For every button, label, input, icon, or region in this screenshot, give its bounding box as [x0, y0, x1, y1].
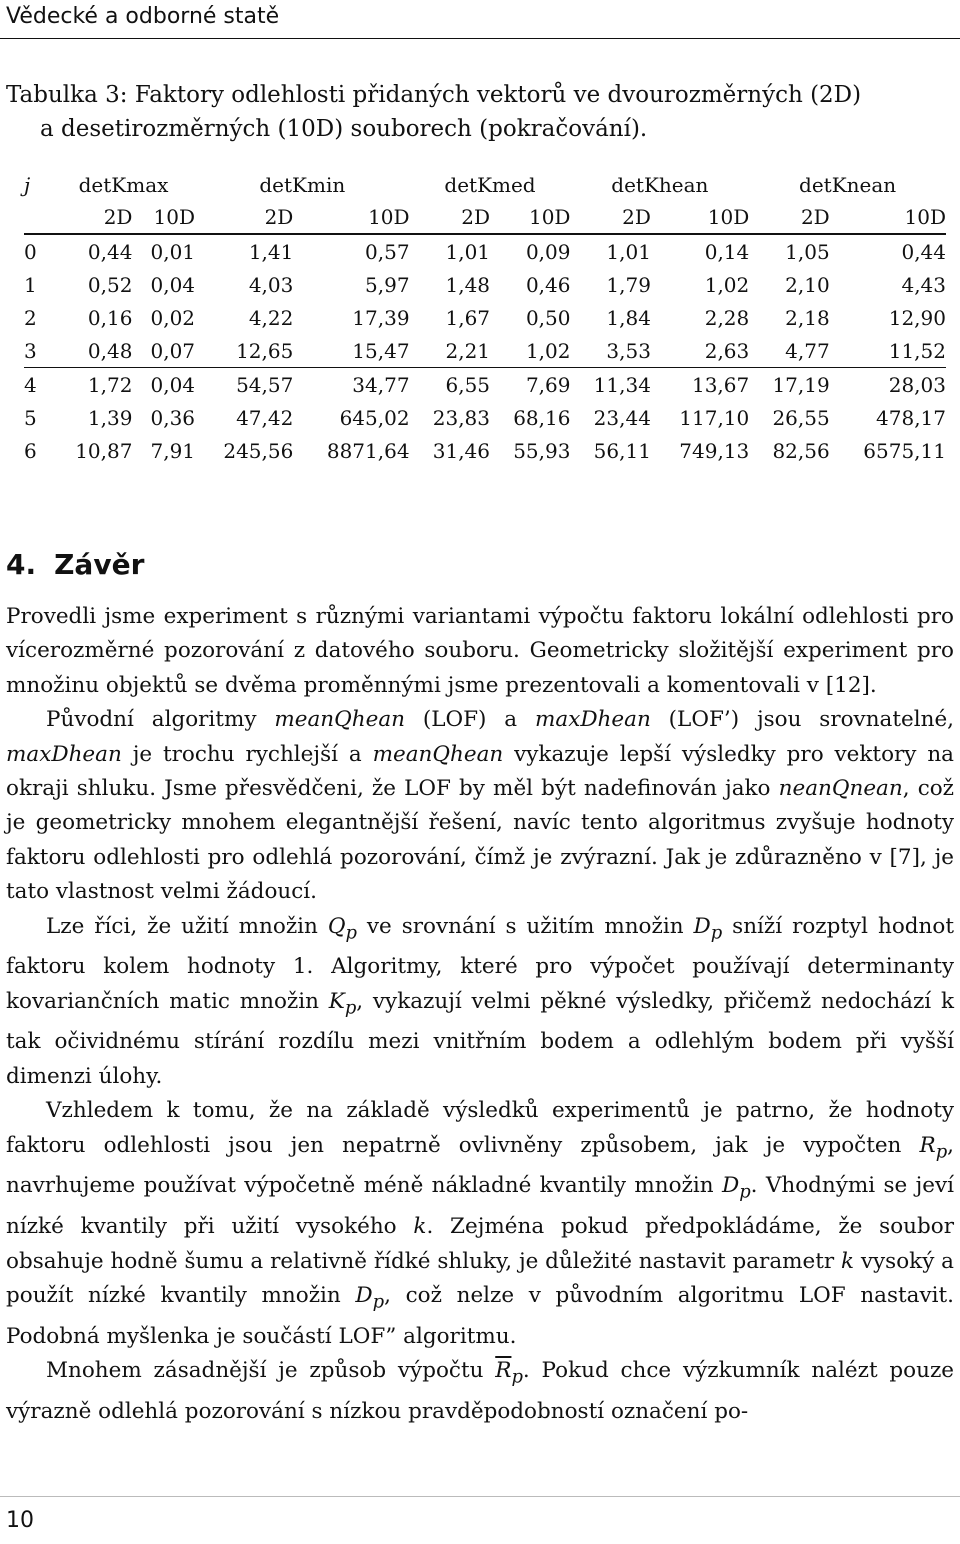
table-cell: 10,87 [75, 438, 133, 463]
subheader-cell: 10D [830, 201, 946, 234]
group-header: detKnean [799, 172, 897, 197]
paragraph: Mnohem zásadnější je způsob výpočtu $\overline{R}_p$. Pokud chce výzkumník nalézt pouze výrazně odlehlá pozorování s nízkou pravděpodobností označení po- [6, 1358, 955, 1424]
table-cell: 1,02 [490, 334, 570, 368]
caption-line-2: a desetirozměrných (10D) souborech (pokračování). [40, 116, 648, 142]
paragraph: Provedli jsme experiment s různými variantami výpočtu faktoru lokální odlehlosti pro vícerozměrné pozorování z datového souboru. Geometricky složitější experiment pro množinu objektů se dvěma proměnnými jsme prezentovali a komentovali v [12]. [6, 604, 954, 698]
group-header: detKmed [444, 172, 536, 197]
table-cell: 31,46 [432, 438, 491, 463]
table-cell: 15,47 [293, 334, 409, 368]
subheader-cell: 10D [490, 201, 570, 234]
table-cell: 1,84 [606, 305, 651, 330]
subheader-cell: 10D [132, 201, 195, 234]
paragraph: Vzhledem k tomu, že na základě výsledků experimentů je patrno, že hodnoty faktoru odlehlosti jsou jen nepatrně ovlivněny způsobem, jak je vypočten $R_p$, navrhujeme používat výpočetně méně nákladné kvantily množin $D_p$. Vhodnými se jeví nízké kvantily při užití vysokého k. Zejména pokud předpokládáme, že soubor obsahuje hodně šumu a relativně řídké shluky, je důležité nastavit parametr k vysoký a použít nízké kvantily množin $D_p$, což nelze v původním algoritmu LOF nastavit. Podobná myšlenka je součástí LOF” algoritmu. [6, 1098, 955, 1349]
table-cell: 1,05 [785, 239, 830, 264]
table-cell: 47,42 [236, 405, 294, 430]
subheader-cell: 2D [749, 201, 829, 234]
table-cell: 1,01 [445, 239, 491, 264]
table-cell: 0,44 [901, 239, 946, 264]
section-title: Závěr [54, 548, 145, 581]
table-cell: 17,19 [772, 372, 830, 397]
table-cell: 56,11 [593, 438, 651, 463]
table-cell: 4,77 [749, 334, 829, 368]
row-index: 3 [24, 334, 52, 368]
table-cell: 2,18 [785, 305, 830, 330]
table-group-header [24, 168, 946, 201]
table-subheader [24, 201, 946, 234]
row-index: 5 [24, 405, 37, 430]
table-cell: 0,50 [525, 305, 571, 330]
table-cell: 2,21 [410, 334, 490, 368]
table-row [24, 334, 946, 368]
table-cell: 0,48 [52, 334, 132, 368]
table-cell: 4,22 [248, 305, 294, 330]
table-body [24, 234, 946, 467]
table-cell: 7,91 [150, 438, 196, 463]
table-cell: 3,53 [570, 334, 650, 368]
table-cell: 0,36 [150, 405, 196, 430]
table-cell: 0,52 [87, 272, 133, 297]
group-header: detKmax [78, 172, 169, 197]
table-cell: 0,01 [150, 239, 196, 264]
table-row [24, 368, 946, 402]
table-cell: 0,46 [525, 272, 571, 297]
row-index: 4 [24, 372, 37, 397]
row-index: 6 [24, 438, 37, 463]
table-cell: 117,10 [679, 405, 750, 430]
table-cell: 7,69 [525, 372, 571, 397]
table-cell: 1,48 [445, 272, 491, 297]
paragraph: Lze říci, že užití množin $Q_p$ ve srovnání s užitím množin $D_p$ sníží rozptyl hodnot faktoru kolem hodnoty 1. Algoritmy, které pro výpočet používají determinanty kovariančních matic množin $K_p$, vykazují velmi pěkné výsledky, přičemž nedochází k tak očividnému stírání rozdílu mezi vnitřním bodem a odlehlým bodem při vyšší dimenzi úlohy. [6, 913, 954, 1089]
table-cell: 0,02 [150, 305, 196, 330]
table-cell: 1,67 [445, 305, 491, 330]
table-row [24, 434, 946, 467]
table-cell: 11,34 [593, 372, 651, 397]
outlier-factor-table [24, 168, 946, 467]
table-cell: 23,83 [432, 405, 491, 430]
table-cell: 5,97 [365, 272, 410, 297]
table-cell: 0,09 [525, 239, 571, 264]
group-header: detKhean [611, 172, 709, 197]
table-cell: 23,44 [593, 405, 651, 430]
table-caption [6, 78, 954, 146]
table-cell: 6,55 [445, 372, 491, 397]
table-cell: 11,52 [830, 334, 946, 368]
table-cell: 1,79 [606, 272, 651, 297]
row-index: 0 [24, 239, 37, 264]
j-header: j [24, 172, 31, 197]
table-cell: 8871,64 [326, 438, 410, 463]
table-cell: 0,14 [704, 239, 750, 264]
table-cell: 55,93 [513, 438, 571, 463]
table-cell: 68,16 [513, 405, 571, 430]
table-cell: 2,63 [651, 334, 749, 368]
table-cell: 54,57 [236, 372, 294, 397]
table-cell: 478,17 [876, 405, 946, 430]
subheader-cell: 2D [52, 201, 132, 234]
table-row [24, 401, 946, 434]
table-cell: 245,56 [223, 438, 294, 463]
running-header: Vědecké a odborné statě [6, 4, 280, 29]
row-index: 2 [24, 305, 37, 330]
table-cell: 0,16 [87, 305, 133, 330]
table-cell: 1,01 [606, 239, 651, 264]
table-cell: 12,65 [195, 334, 293, 368]
table-cell: 28,03 [888, 372, 946, 397]
group-header: detKmin [259, 172, 346, 197]
table-cell: 1,72 [87, 372, 133, 397]
body-text [6, 600, 954, 1429]
table-cell: 0,04 [150, 372, 196, 397]
table-cell: 645,02 [339, 405, 410, 430]
table-cell: 82,56 [772, 438, 830, 463]
table-cell: 0,04 [150, 272, 196, 297]
header-rule [0, 38, 960, 39]
paragraph: Původní algoritmy meanQhean (LOF) a maxDhean (LOF’) jsou srovnatelné, maxDhean je trochu rychlejší a meanQhean vykazuje lepší výsledky pro vektory na okraji shluku. Jsme přesvědčeni, že LOF by měl být nadefinován jako neanQnean, což je geometricky mnohem elegantnější řešení, navíc tento algoritmus zvyšuje hodnoty faktoru odlehlosti pro odlehlá pozorování, čímž je zvýrazní. Jak je zdůrazněno v [7], je tato vlastnost velmi žádoucí. [6, 707, 955, 905]
subheader-cell: 10D [651, 201, 749, 234]
subheader-cell: 2D [195, 201, 293, 234]
section-number: 4. [6, 548, 37, 581]
page-number: 10 [6, 1508, 34, 1533]
caption-line-1: Tabulka 3: Faktory odlehlosti přidaných vektorů ve dvourozměrných (2D) [6, 82, 862, 108]
table-cell: 749,13 [679, 438, 750, 463]
table-cell: 12,90 [888, 305, 946, 330]
table-cell: 0,07 [132, 334, 195, 368]
table-cell: 1,41 [248, 239, 294, 264]
table-row [24, 268, 946, 301]
table-cell: 1,39 [87, 405, 133, 430]
table-cell: 0,57 [365, 239, 410, 264]
table-cell: 17,39 [352, 305, 410, 330]
table-row [24, 234, 946, 268]
table-cell: 34,77 [352, 372, 410, 397]
table-cell: 1,02 [704, 272, 750, 297]
subheader-cell: 2D [410, 201, 490, 234]
table-cell: 6575,11 [863, 438, 946, 463]
table-cell: 2,10 [785, 272, 830, 297]
row-index: 1 [24, 272, 37, 297]
subheader-cell: 10D [293, 201, 409, 234]
table-cell: 0,44 [87, 239, 133, 264]
subheader-cell: 2D [570, 201, 650, 234]
footer-rule [0, 1496, 960, 1497]
table-cell: 4,43 [901, 272, 946, 297]
table-cell: 4,03 [248, 272, 294, 297]
section-heading [6, 548, 144, 581]
table-cell: 2,28 [704, 305, 750, 330]
table-cell: 13,67 [691, 372, 750, 397]
table-row [24, 301, 946, 334]
table-cell: 26,55 [772, 405, 830, 430]
